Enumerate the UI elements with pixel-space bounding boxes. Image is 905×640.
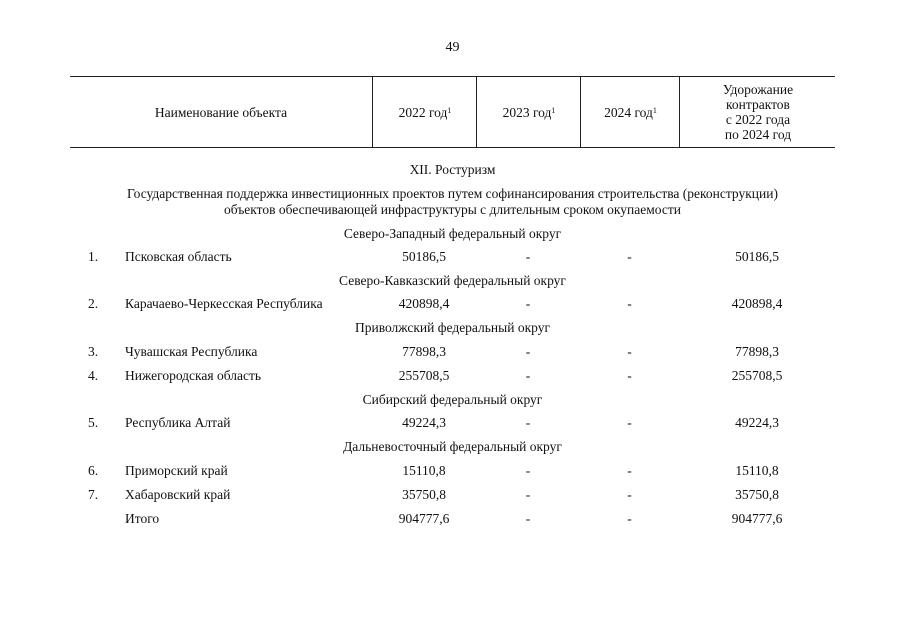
header-price-rise-line: с 2022 года — [725, 112, 791, 127]
table-header — [70, 76, 835, 148]
row-price-rise: 49224,3 — [735, 415, 779, 430]
row-number: 2. — [88, 296, 99, 311]
row-2022: 420898,4 — [398, 296, 450, 311]
row-price-rise: 15110,8 — [735, 463, 779, 478]
row-name: Псковская область — [125, 249, 232, 264]
header-2023-label: 2023 год — [502, 104, 552, 120]
header-name-label: Наименование объекта — [154, 104, 288, 120]
footnote-mark: 1 — [551, 105, 556, 115]
row-2024: - — [627, 368, 632, 383]
district-heading: Приволжский федеральный округ — [354, 320, 550, 335]
row-name: Республика Алтай — [125, 415, 231, 430]
row-number: 5. — [88, 415, 99, 430]
row-2024: - — [627, 463, 632, 478]
row-2022: 49224,3 — [402, 415, 446, 430]
row-2023: - — [525, 249, 531, 264]
row-2024: - — [627, 415, 632, 430]
header-2023 — [476, 77, 581, 147]
row-number: 7. — [88, 487, 99, 502]
row-number: 3. — [88, 344, 99, 359]
header-price-rise-line: Удорожание — [722, 82, 794, 97]
footnote-mark: 1 — [447, 105, 452, 115]
header-2022 — [372, 77, 477, 147]
row-2024: - — [627, 249, 632, 264]
row-2022: 255708,5 — [398, 368, 450, 383]
total-2023: - — [525, 511, 531, 526]
row-price-rise: 50186,5 — [735, 249, 779, 264]
table-row — [0, 343, 905, 361]
total-label: Итого — [125, 511, 160, 526]
row-number: 1. — [88, 249, 99, 264]
row-price-rise: 35750,8 — [735, 487, 779, 502]
row-2023: - — [525, 296, 531, 311]
row-price-rise: 420898,4 — [731, 296, 783, 311]
row-name: Приморский край — [125, 463, 228, 478]
row-2024: - — [627, 296, 632, 311]
district-heading: Дальневосточный федеральный округ — [343, 439, 562, 454]
header-2024 — [580, 77, 680, 147]
header-price-rise-line: контрактов — [726, 97, 790, 112]
footnote-mark: 1 — [652, 105, 657, 115]
table-row — [0, 248, 905, 266]
row-name: Чувашская Республика — [125, 344, 258, 359]
program-title-line-1: Государственная поддержка инвестиционных проектов путем софинансирования строительства (реконструкции) — [127, 186, 778, 201]
district-heading: Северо-Кавказский федеральный округ — [339, 273, 566, 288]
row-name: Карачаево-Черкесская Республика — [125, 296, 323, 311]
section-title: XII. Ростуризм — [409, 162, 496, 177]
header-price-rise-line: по 2024 год — [724, 127, 792, 142]
row-2023: - — [525, 487, 531, 502]
header-name — [70, 77, 372, 147]
header-2024-label: 2024 год — [604, 104, 653, 120]
header-price-rise — [679, 77, 836, 147]
table-row — [0, 462, 905, 480]
row-2023: - — [525, 463, 531, 478]
table-row — [0, 414, 905, 432]
total-2022: 904777,6 — [398, 511, 450, 526]
row-2022: 15110,8 — [402, 463, 446, 478]
row-2022: 50186,5 — [402, 249, 446, 264]
district-heading: Северо-Западный федеральный округ — [343, 226, 562, 241]
table-row — [0, 367, 905, 385]
table-row — [0, 295, 905, 313]
total-row — [0, 510, 905, 528]
row-name: Хабаровский край — [125, 487, 231, 502]
table-row — [0, 486, 905, 504]
row-2022: 35750,8 — [402, 487, 446, 502]
total-price-rise: 904777,6 — [731, 511, 783, 526]
row-name: Нижегородская область — [125, 368, 262, 383]
total-2024: - — [627, 511, 632, 526]
row-2023: - — [525, 344, 531, 359]
row-2023: - — [525, 415, 531, 430]
row-2023: - — [525, 368, 531, 383]
row-price-rise: 255708,5 — [731, 368, 783, 383]
row-price-rise: 77898,3 — [735, 344, 779, 359]
row-2024: - — [627, 487, 632, 502]
header-2022-label: 2022 год — [398, 104, 448, 120]
row-2024: - — [627, 344, 632, 359]
row-number: 4. — [88, 368, 99, 383]
page-number: 49 — [445, 40, 460, 55]
row-2022: 77898,3 — [402, 344, 446, 359]
program-title-line-2: объектов обеспечивающей инфраструктуры с длительным сроком окупаемости — [224, 202, 681, 217]
district-heading: Сибирский федеральный округ — [362, 392, 543, 407]
row-number: 6. — [88, 463, 99, 478]
